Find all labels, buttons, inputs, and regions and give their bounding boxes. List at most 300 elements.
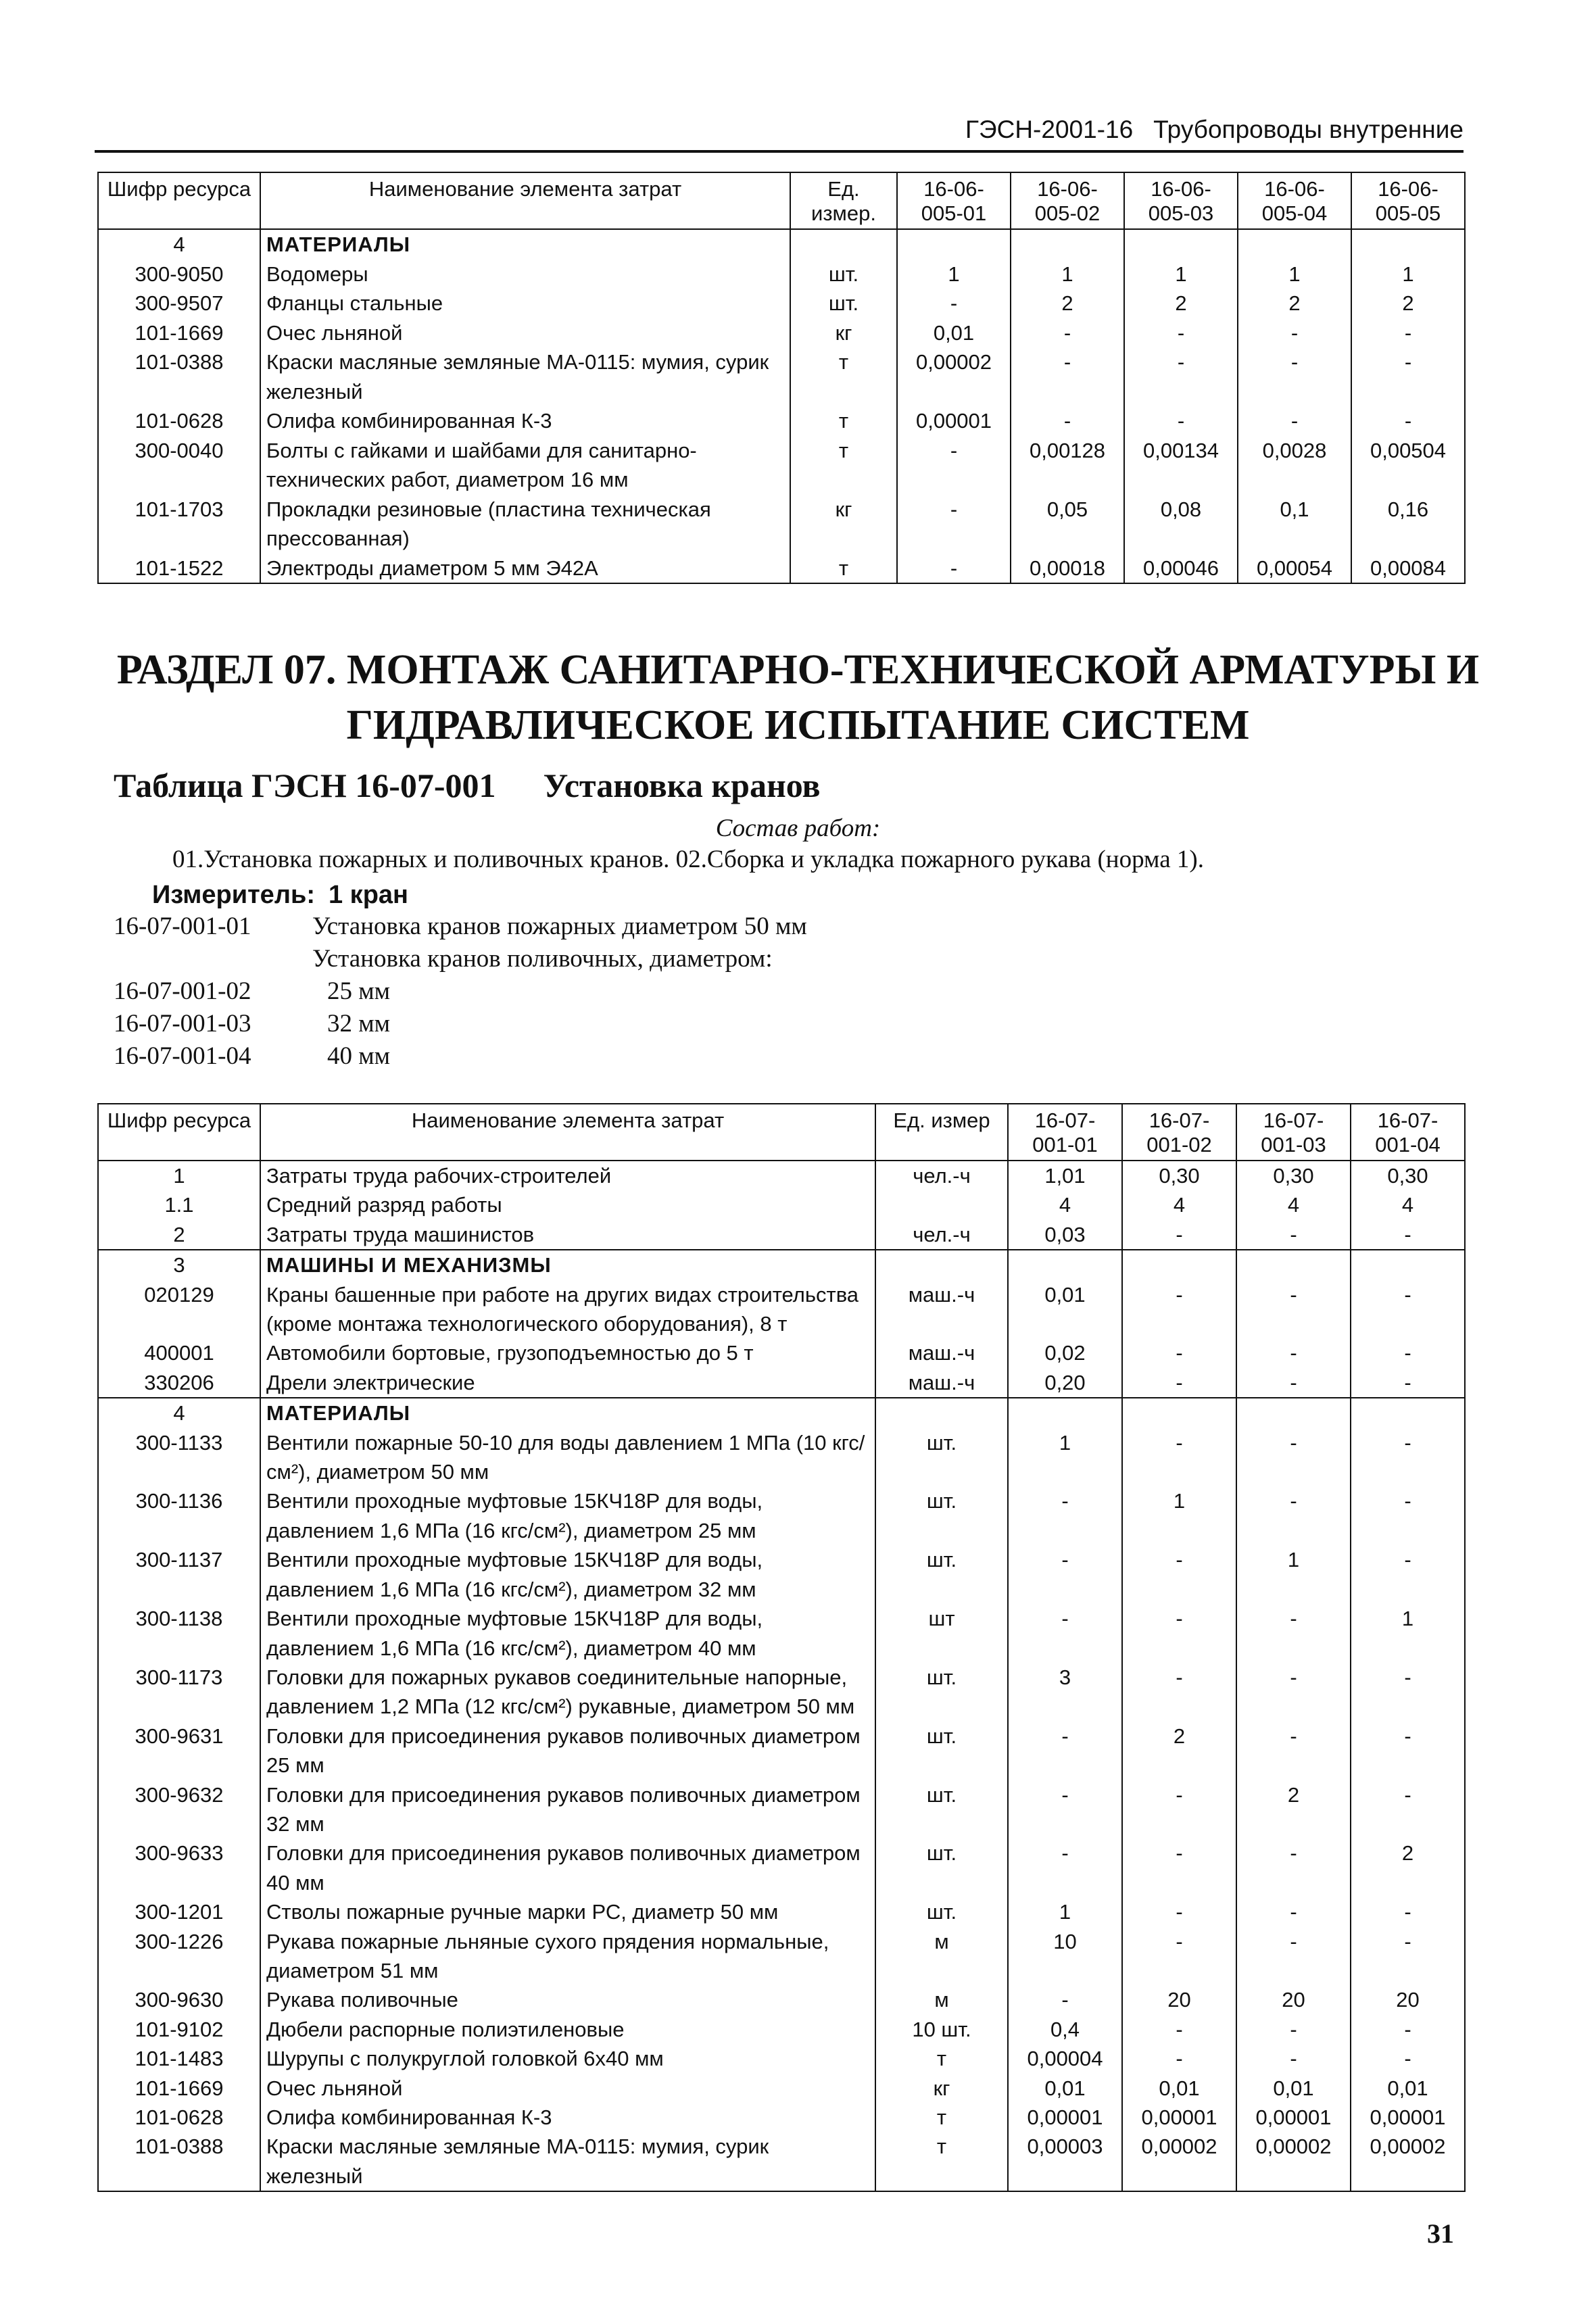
- value-cell: [1351, 229, 1465, 260]
- unit-cell: маш.-ч: [875, 1368, 1008, 1398]
- value-cell: 1: [1351, 1604, 1465, 1663]
- table-row: [98, 2015, 1465, 2044]
- table-row: [98, 260, 1465, 289]
- value-cell: 20: [1351, 1985, 1465, 2014]
- value-cell: 1: [1351, 260, 1465, 289]
- table-row: [98, 1985, 1465, 2014]
- cost-element-name-cell: Краны башенные при работе на других видах строительства (кроме монтажа технологического оборудования), 8 т: [260, 1280, 875, 1339]
- value-cell: -: [1351, 1663, 1465, 1722]
- unit-cell: шт.: [790, 289, 897, 318]
- value-cell: -: [1351, 1280, 1465, 1339]
- code-line-subheading: [312, 944, 773, 975]
- value-cell: -: [1236, 1486, 1351, 1545]
- value-cell: 0,00001: [1008, 2103, 1122, 2132]
- value-cell: -: [1008, 1985, 1122, 2014]
- value-cell: -: [1011, 347, 1124, 406]
- value-cell: 4: [1351, 1190, 1465, 1219]
- value-cell: 0,00001: [897, 406, 1011, 436]
- value-cell: -: [1351, 2044, 1465, 2073]
- table-row: [98, 554, 1465, 584]
- cost-element-name-cell: Краски масляные земляные МА-0115: мумия, сурик железный: [260, 2132, 875, 2191]
- value-cell: -: [1238, 406, 1351, 436]
- resource-code-cell: 300-1137: [98, 1545, 260, 1604]
- value-cell: -: [1236, 1368, 1351, 1398]
- value-cell: -: [1351, 1545, 1465, 1604]
- column-header: 16-06-005-02: [1011, 172, 1124, 229]
- unit-cell: 10 шт.: [875, 2015, 1008, 2044]
- section-row: [98, 1398, 1465, 1428]
- value-cell: -: [1351, 1780, 1465, 1839]
- value-cell: -: [1236, 1428, 1351, 1487]
- table-row: [98, 318, 1465, 348]
- value-cell: 0,01: [1008, 1280, 1122, 1339]
- value-cell: 0,00002: [1236, 2132, 1351, 2191]
- value-cell: -: [1236, 1897, 1351, 1926]
- value-cell: -: [897, 436, 1011, 495]
- table-row: [98, 1838, 1465, 1897]
- value-cell: 4: [1122, 1190, 1236, 1219]
- value-cell: 0,20: [1008, 1368, 1122, 1398]
- unit-cell: т: [875, 2044, 1008, 2073]
- table-title: [114, 764, 821, 807]
- cost-element-name-cell: Дюбели распорные полиэтиленовые: [260, 2015, 875, 2044]
- work-composition-caption: Состав работ:: [715, 814, 881, 842]
- value-cell: 0,30: [1351, 1161, 1465, 1190]
- code-line-desc: 32 мм: [327, 1010, 391, 1038]
- cost-element-name-cell: Дрели электрические: [260, 1368, 875, 1398]
- column-header: 16-07-001-03: [1236, 1104, 1351, 1161]
- value-cell: -: [1236, 1722, 1351, 1780]
- value-cell: 0,00504: [1351, 436, 1465, 495]
- table-row: [98, 1897, 1465, 1926]
- unit-cell: т: [790, 554, 897, 584]
- resource-code-cell: 101-1669: [98, 318, 260, 348]
- resource-code-cell: 300-9631: [98, 1722, 260, 1780]
- meter-label: Измеритель:: [152, 881, 315, 909]
- value-cell: 0,05: [1011, 495, 1124, 554]
- unit-cell: кг: [875, 2074, 1008, 2103]
- resource-code-cell: 4: [98, 229, 260, 260]
- resource-code-cell: 300-9507: [98, 289, 260, 318]
- value-cell: -: [1122, 1780, 1236, 1839]
- value-cell: 1: [1011, 260, 1124, 289]
- unit-cell: шт.: [875, 1663, 1008, 1722]
- resource-code-cell: 300-1136: [98, 1486, 260, 1545]
- value-cell: 0,00054: [1238, 554, 1351, 584]
- table-title-name: Установка кранов: [543, 766, 821, 804]
- value-cell: -: [1351, 318, 1465, 348]
- column-header: 16-07-001-04: [1351, 1104, 1465, 1161]
- cost-element-name-cell: Головки для присоединения рукавов поливочных диаметром 25 мм: [260, 1722, 875, 1780]
- unit-cell: [875, 1190, 1008, 1219]
- cost-element-name-cell: МАШИНЫ И МЕХАНИЗМЫ: [260, 1250, 875, 1280]
- unit-cell: кг: [790, 495, 897, 554]
- resource-code-cell: 300-0040: [98, 436, 260, 495]
- value-cell: [1122, 1398, 1236, 1428]
- value-cell: 2: [1236, 1780, 1351, 1839]
- cost-element-name-cell: Средний разряд работы: [260, 1190, 875, 1219]
- cost-element-name-cell: Вентили пожарные 50-10 для воды давлением 1 МПа (10 кгс/см²), диаметром 50 мм: [260, 1428, 875, 1487]
- resource-code-cell: 1: [98, 1161, 260, 1190]
- value-cell: 0,00046: [1124, 554, 1238, 584]
- value-cell: 1: [1008, 1897, 1122, 1926]
- value-cell: 0,03: [1008, 1220, 1122, 1250]
- value-cell: [1011, 229, 1124, 260]
- value-cell: -: [1351, 1220, 1465, 1250]
- value-cell: 0,02: [1008, 1338, 1122, 1367]
- resource-code-cell: 1.1: [98, 1190, 260, 1219]
- value-cell: [1122, 1250, 1236, 1280]
- value-cell: 0,00002: [897, 347, 1011, 406]
- unit-cell: [790, 229, 897, 260]
- value-cell: -: [1238, 347, 1351, 406]
- cost-element-name-cell: МАТЕРИАЛЫ: [260, 1398, 875, 1428]
- value-cell: 0,01: [1008, 2074, 1122, 2103]
- column-header: Наименование элемента затрат: [260, 172, 790, 229]
- table-row: [98, 289, 1465, 318]
- value-cell: -: [1236, 1838, 1351, 1897]
- value-cell: 0,00001: [1122, 2103, 1236, 2132]
- cost-element-name-cell: Олифа комбинированная К-3: [260, 2103, 875, 2132]
- measurement-unit: [152, 879, 408, 911]
- page-number: 31: [1427, 2218, 1454, 2249]
- value-cell: 0,16: [1351, 495, 1465, 554]
- value-cell: 1: [1008, 1428, 1122, 1487]
- value-cell: 0,08: [1124, 495, 1238, 554]
- cost-element-name-cell: Фланцы стальные: [260, 289, 790, 318]
- section-row: [98, 229, 1465, 260]
- resource-code-cell: 300-1226: [98, 1927, 260, 1986]
- value-cell: [1236, 1250, 1351, 1280]
- resource-code-cell: 101-1703: [98, 495, 260, 554]
- value-cell: -: [1351, 1927, 1465, 1986]
- value-cell: 2: [1351, 289, 1465, 318]
- column-header: 16-06-005-05: [1351, 172, 1465, 229]
- cost-element-name-cell: Рукава пожарные льняные сухого прядения нормальные, диаметром 51 мм: [260, 1927, 875, 1986]
- cost-element-name-cell: Вентили проходные муфтовые 15КЧ18Р для воды, давлением 1,6 МПа (16 кгс/см²), диаметром 32 мм: [260, 1545, 875, 1604]
- value-cell: [1008, 1398, 1122, 1428]
- value-cell: 0,00134: [1124, 436, 1238, 495]
- value-cell: -: [1122, 2015, 1236, 2044]
- value-cell: -: [1008, 1722, 1122, 1780]
- value-cell: 20: [1122, 1985, 1236, 2014]
- value-cell: -: [1236, 1220, 1351, 1250]
- column-header: Ед. измер.: [790, 172, 897, 229]
- table-row: [98, 406, 1465, 436]
- value-cell: 0,01: [897, 318, 1011, 348]
- cost-element-name-cell: МАТЕРИАЛЫ: [260, 229, 790, 260]
- unit-cell: кг: [790, 318, 897, 348]
- value-cell: -: [1351, 1486, 1465, 1545]
- value-cell: -: [1122, 1545, 1236, 1604]
- table-row: [98, 495, 1465, 554]
- cost-element-name-cell: Рукава поливочные: [260, 1985, 875, 2014]
- unit-cell: [875, 1250, 1008, 1280]
- value-cell: -: [1008, 1838, 1122, 1897]
- value-cell: -: [1238, 318, 1351, 348]
- cost-element-name-cell: Прокладки резиновые (пластина техническая прессованная): [260, 495, 790, 554]
- value-cell: -: [1351, 2015, 1465, 2044]
- unit-cell: т: [875, 2103, 1008, 2132]
- value-cell: [1351, 1250, 1465, 1280]
- code-line-desc: Установка кранов пожарных диаметром 50 мм: [312, 912, 807, 940]
- value-cell: 0,4: [1008, 2015, 1122, 2044]
- column-header: 16-06-005-01: [897, 172, 1011, 229]
- value-cell: -: [1122, 2044, 1236, 2073]
- code-line-code: 16-07-001-02: [114, 977, 251, 1005]
- value-cell: -: [1124, 406, 1238, 436]
- code-line-code: 16-07-001-03: [114, 1010, 251, 1038]
- cost-element-name-cell: Электроды диаметром 5 мм Э42А: [260, 554, 790, 584]
- value-cell: -: [1122, 1428, 1236, 1487]
- code-line: [114, 976, 390, 1007]
- value-cell: 3: [1008, 1663, 1122, 1722]
- value-cell: 1: [1236, 1545, 1351, 1604]
- value-cell: -: [1236, 1927, 1351, 1986]
- resource-code-cell: 300-1133: [98, 1428, 260, 1487]
- resource-code-cell: 101-0628: [98, 2103, 260, 2132]
- code-line-code: 16-07-001-04: [114, 1042, 251, 1070]
- unit-cell: т: [790, 347, 897, 406]
- resource-code-cell: 3: [98, 1250, 260, 1280]
- cost-element-name-cell: Болты с гайками и шайбами для санитарно-технических работ, диаметром 16 мм: [260, 436, 790, 495]
- table-row: [98, 1161, 1465, 1190]
- value-cell: 0,30: [1122, 1161, 1236, 1190]
- value-cell: 0,30: [1236, 1161, 1351, 1190]
- resource-code-cell: 101-9102: [98, 2015, 260, 2044]
- code-line: [114, 1041, 390, 1072]
- resource-code-cell: 101-1483: [98, 2044, 260, 2073]
- value-cell: -: [897, 289, 1011, 318]
- unit-cell: чел.-ч: [875, 1220, 1008, 1250]
- unit-cell: чел.-ч: [875, 1161, 1008, 1190]
- code-line: [114, 1008, 390, 1040]
- cost-element-name-cell: Вентили проходные муфтовые 15КЧ18Р для воды, давлением 1,6 МПа (16 кгс/см²), диаметром 25 мм: [260, 1486, 875, 1545]
- value-cell: 0,00128: [1011, 436, 1124, 495]
- running-header: [95, 114, 1464, 146]
- value-cell: 0,00003: [1008, 2132, 1122, 2191]
- value-cell: -: [1351, 1338, 1465, 1367]
- cost-element-name-cell: Очес льняной: [260, 2074, 875, 2103]
- column-header: Шифр ресурса: [98, 172, 260, 229]
- table-row: [98, 2132, 1465, 2191]
- cost-element-name-cell: Автомобили бортовые, грузоподъемностью до 5 т: [260, 1338, 875, 1367]
- value-cell: 1: [897, 260, 1011, 289]
- value-cell: [1236, 1398, 1351, 1428]
- resource-code-cell: 020129: [98, 1280, 260, 1339]
- cost-element-name-cell: Головки для присоединения рукавов поливочных диаметром 40 мм: [260, 1838, 875, 1897]
- value-cell: 0,01: [1236, 2074, 1351, 2103]
- value-cell: 1,01: [1008, 1161, 1122, 1190]
- value-cell: -: [1236, 1604, 1351, 1663]
- unit-cell: [875, 1398, 1008, 1428]
- resource-code-cell: 101-0388: [98, 347, 260, 406]
- cost-element-name-cell: Стволы пожарные ручные марки РС, диаметр 50 мм: [260, 1897, 875, 1926]
- cost-element-name-cell: Затраты труда рабочих-строителей: [260, 1161, 875, 1190]
- cost-element-name-cell: Шурупы с полукруглой головкой 6x40 мм: [260, 2044, 875, 2073]
- table-row: [98, 1545, 1465, 1604]
- value-cell: 0,00084: [1351, 554, 1465, 584]
- value-cell: 0,00002: [1122, 2132, 1236, 2191]
- value-cell: 0,01: [1351, 2074, 1465, 2103]
- resource-code-cell: 101-1522: [98, 554, 260, 584]
- value-cell: 0,1: [1238, 495, 1351, 554]
- materials-table-16-06-005: [97, 172, 1466, 584]
- cost-element-name-cell: Головки для присоединения рукавов поливочных диаметром 32 мм: [260, 1780, 875, 1839]
- value-cell: -: [1122, 1838, 1236, 1897]
- value-cell: 20: [1236, 1985, 1351, 2014]
- resource-code-cell: 300-9633: [98, 1838, 260, 1897]
- work-composition-items: 01.Установка пожарных и поливочных кранов. 02.Сборка и укладка пожарного рукава (норма 1).: [172, 846, 1204, 873]
- cost-element-name-cell: Краски масляные земляные МА-0115: мумия, сурик железный: [260, 347, 790, 406]
- column-header: Наименование элемента затрат: [260, 1104, 875, 1161]
- section-heading: [95, 642, 1501, 753]
- value-cell: 2: [1011, 289, 1124, 318]
- value-cell: -: [1122, 1280, 1236, 1339]
- resource-code-cell: 300-1138: [98, 1604, 260, 1663]
- table-row: [98, 436, 1465, 495]
- value-cell: 0,00002: [1351, 2132, 1465, 2191]
- section-heading-line-2: ГИДРАВЛИЧЕСКОЕ ИСПЫТАНИЕ СИСТЕМ: [346, 702, 1250, 748]
- table-row: [98, 2074, 1465, 2103]
- value-cell: -: [1122, 1604, 1236, 1663]
- resource-code-cell: 2: [98, 1220, 260, 1250]
- value-cell: -: [1122, 1897, 1236, 1926]
- cost-element-name-cell: Затраты труда машинистов: [260, 1220, 875, 1250]
- table-row: [98, 1338, 1465, 1367]
- value-cell: 1: [1124, 260, 1238, 289]
- value-cell: -: [1236, 1338, 1351, 1367]
- code-line-desc: 25 мм: [327, 977, 391, 1005]
- unit-cell: т: [790, 406, 897, 436]
- value-cell: 2: [1124, 289, 1238, 318]
- cost-element-name-cell: Олифа комбинированная К-3: [260, 406, 790, 436]
- column-header: 16-06-005-04: [1238, 172, 1351, 229]
- header-rule: [95, 150, 1464, 153]
- header-title: Трубопроводы внутренние: [1153, 116, 1464, 143]
- column-header: Ед. измер: [875, 1104, 1008, 1161]
- value-cell: 4: [1236, 1190, 1351, 1219]
- unit-cell: т: [875, 2132, 1008, 2191]
- table-row: [98, 1220, 1465, 1250]
- value-cell: [1124, 229, 1238, 260]
- value-cell: 2: [1351, 1838, 1465, 1897]
- resource-code-cell: 330206: [98, 1368, 260, 1398]
- unit-cell: маш.-ч: [875, 1280, 1008, 1339]
- value-cell: -: [1008, 1604, 1122, 1663]
- table-row: [98, 1722, 1465, 1780]
- value-cell: -: [1236, 1663, 1351, 1722]
- unit-cell: шт.: [875, 1428, 1008, 1487]
- value-cell: -: [1236, 1280, 1351, 1339]
- value-cell: -: [1011, 406, 1124, 436]
- value-cell: -: [1124, 347, 1238, 406]
- value-cell: -: [897, 554, 1011, 584]
- column-header: 16-06-005-03: [1124, 172, 1238, 229]
- value-cell: 0,00001: [1236, 2103, 1351, 2132]
- resource-code-cell: 101-0628: [98, 406, 260, 436]
- table-row: [98, 1428, 1465, 1487]
- value-cell: 2: [1122, 1722, 1236, 1780]
- value-cell: 10: [1008, 1927, 1122, 1986]
- table-row: [98, 1604, 1465, 1663]
- unit-cell: шт.: [875, 1722, 1008, 1780]
- header-code: ГЭСН-2001-16: [965, 116, 1134, 143]
- resource-code-cell: 300-9050: [98, 260, 260, 289]
- table-row: [98, 1190, 1465, 1219]
- resource-code-cell: 400001: [98, 1338, 260, 1367]
- table-row: [98, 2103, 1465, 2132]
- table-row: [98, 1780, 1465, 1839]
- value-cell: -: [1236, 2015, 1351, 2044]
- value-cell: 1: [1122, 1486, 1236, 1545]
- column-header: 16-07-001-02: [1122, 1104, 1236, 1161]
- value-cell: [1238, 229, 1351, 260]
- unit-cell: м: [875, 1985, 1008, 2014]
- resource-code-cell: 4: [98, 1398, 260, 1428]
- resource-code-cell: 300-9632: [98, 1780, 260, 1839]
- value-cell: 0,0028: [1238, 436, 1351, 495]
- value-cell: -: [1122, 1220, 1236, 1250]
- cost-element-name-cell: Вентили проходные муфтовые 15КЧ18Р для воды, давлением 1,6 МПа (16 кгс/см²), диаметром 40 мм: [260, 1604, 875, 1663]
- resource-code-cell: 300-1173: [98, 1663, 260, 1722]
- table-row: [98, 1368, 1465, 1398]
- unit-cell: шт.: [875, 1486, 1008, 1545]
- value-cell: -: [1122, 1368, 1236, 1398]
- code-line-code: 16-07-001-01: [114, 912, 251, 940]
- table-row: [98, 1663, 1465, 1722]
- table-row: [98, 1486, 1465, 1545]
- value-cell: -: [1008, 1780, 1122, 1839]
- value-cell: -: [1351, 1428, 1465, 1487]
- value-cell: -: [1351, 406, 1465, 436]
- unit-cell: шт.: [875, 1897, 1008, 1926]
- value-cell: 1: [1238, 260, 1351, 289]
- value-cell: -: [1122, 1663, 1236, 1722]
- unit-cell: маш.-ч: [875, 1338, 1008, 1367]
- value-cell: -: [1351, 347, 1465, 406]
- value-cell: -: [1351, 1897, 1465, 1926]
- table-row: [98, 1280, 1465, 1339]
- value-cell: 0,01: [1122, 2074, 1236, 2103]
- table-row: [98, 2044, 1465, 2073]
- unit-cell: м: [875, 1927, 1008, 1986]
- column-header: Шифр ресурса: [98, 1104, 260, 1161]
- table-row: [98, 1927, 1465, 1986]
- meter-value: 1 кран: [328, 881, 408, 909]
- unit-cell: шт.: [875, 1838, 1008, 1897]
- cost-element-name-cell: Очес льняной: [260, 318, 790, 348]
- value-cell: 2: [1238, 289, 1351, 318]
- unit-cell: шт.: [875, 1780, 1008, 1839]
- resource-code-cell: 300-1201: [98, 1897, 260, 1926]
- resource-code-cell: 300-9630: [98, 1985, 260, 2014]
- value-cell: -: [1351, 1722, 1465, 1780]
- value-cell: -: [897, 495, 1011, 554]
- value-cell: -: [1008, 1545, 1122, 1604]
- value-cell: -: [1008, 1486, 1122, 1545]
- value-cell: -: [1124, 318, 1238, 348]
- value-cell: -: [1351, 1368, 1465, 1398]
- resource-code-cell: 101-1669: [98, 2074, 260, 2103]
- unit-cell: шт.: [875, 1545, 1008, 1604]
- section-heading-line-1: РАЗДЕЛ 07. МОНТАЖ САНИТАРНО-ТЕХНИЧЕСКОЙ АРМАТУРЫ И: [116, 647, 1480, 693]
- value-cell: -: [1122, 1338, 1236, 1367]
- section-row: [98, 1250, 1465, 1280]
- unit-cell: шт: [875, 1604, 1008, 1663]
- column-header: 16-07-001-01: [1008, 1104, 1122, 1161]
- value-cell: 0,00004: [1008, 2044, 1122, 2073]
